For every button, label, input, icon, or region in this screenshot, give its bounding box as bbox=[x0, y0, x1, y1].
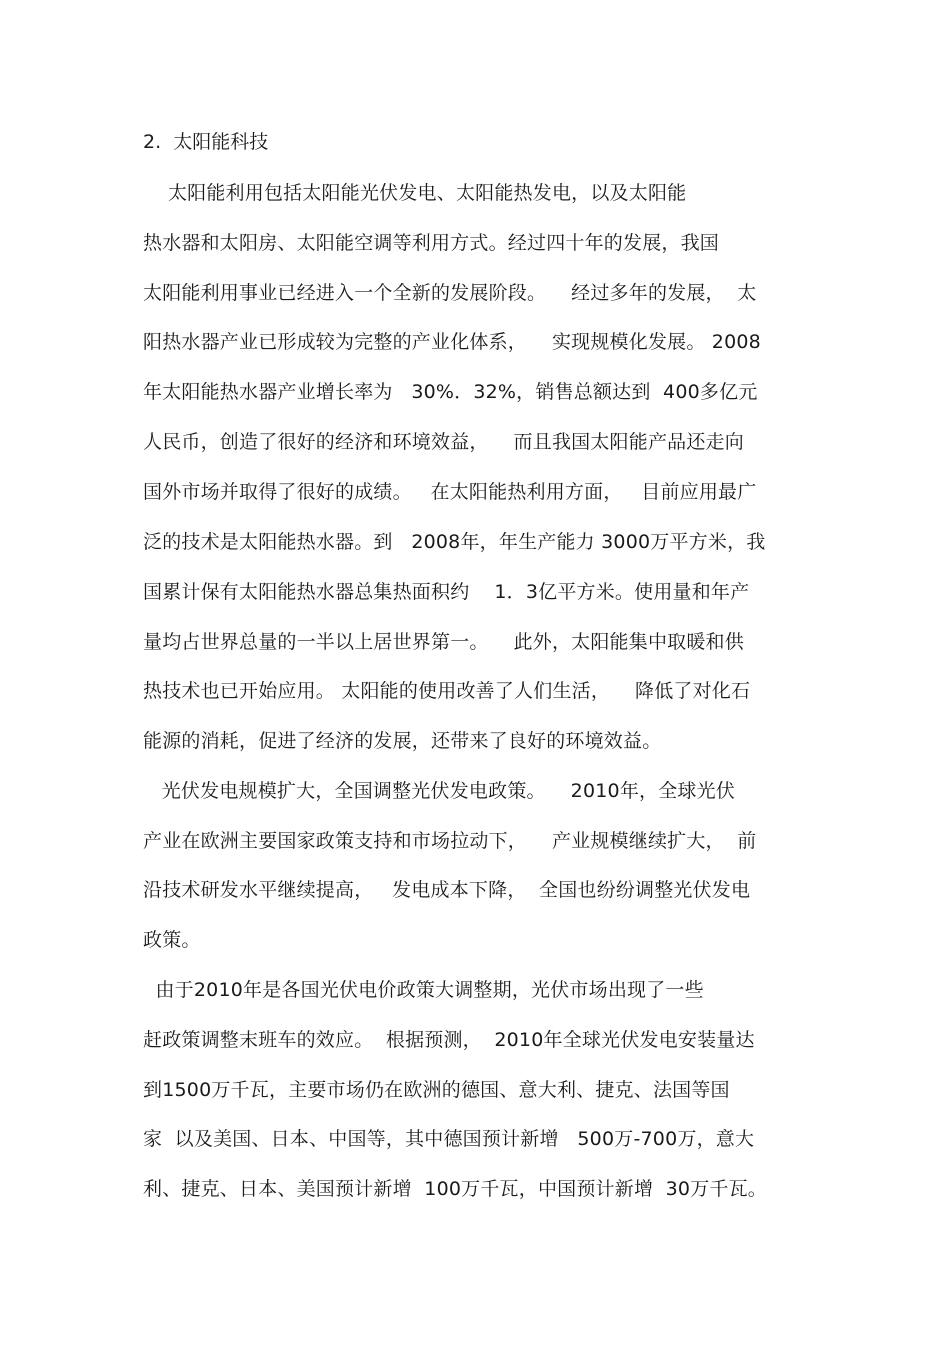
paragraph-1-line-6: 人民币，创造了很好的经济和环境效益， 而且我国太阳能产品还走向 bbox=[143, 431, 744, 453]
section-heading: 2. 太阳能科技 bbox=[143, 131, 269, 153]
paragraph-1-line-12: 能源的消耗，促进了经济的发展，还带来了良好的环境效益。 bbox=[143, 730, 662, 752]
paragraph-1-line-5: 年太阳能热水器产业增长率为 30%．32%，销售总额达到 400多亿元 bbox=[143, 381, 758, 403]
paragraph-3-line-1: 由于2010年是各国光伏电价政策大调整期，光伏市场出现了一些 bbox=[143, 979, 704, 1001]
paragraph-1-line-8: 泛的技术是太阳能热水器。到 2008年，年生产能力 3000万平方米，我 bbox=[143, 531, 766, 553]
paragraph-2-line-4: 政策。 bbox=[143, 929, 201, 951]
paragraph-3-line-5: 利、捷克、日本、美国预计新增 100万千瓦，中国预计新增 30万千瓦。 bbox=[143, 1178, 768, 1200]
paragraph-1-line-9: 国累计保有太阳能热水器总集热面积约 1．3亿平方米。使用量和年产 bbox=[143, 581, 750, 603]
paragraph-1-line-11: 热技术也已开始应用。 太阳能的使用改善了人们生活， 降低了对化石 bbox=[143, 680, 751, 702]
paragraph-2-line-2: 产业在欧洲主要国家政策支持和市场拉动下， 产业规模继续扩大， 前 bbox=[143, 830, 757, 852]
paragraph-1-line-7: 国外市场并取得了很好的成绩。 在太阳能热利用方面， 目前应用最广 bbox=[143, 481, 757, 503]
paragraph-3-line-3: 到1500万千瓦，主要市场仍在欧洲的德国、意大利、捷克、法国等国 bbox=[143, 1079, 730, 1101]
paragraph-3-line-2: 赶政策调整末班车的效应。 根据预测， 2010年全球光伏发电安装量达 bbox=[143, 1029, 755, 1051]
paragraph-1-line-1: 太阳能利用包括太阳能光伏发电、太阳能热发电，以及太阳能 bbox=[143, 182, 687, 204]
paragraph-3-line-4: 家 以及美国、日本、中国等，其中德国预计新增 500万-700万，意大 bbox=[143, 1128, 755, 1150]
paragraph-1-line-4: 阳热水器产业已形成较为完整的产业化体系， 实现规模化发展。 2008 bbox=[143, 331, 761, 353]
paragraph-1-line-10: 量均占世界总量的一半以上居世界第一。 此外，太阳能集中取暖和供 bbox=[143, 631, 744, 653]
paragraph-2-line-1: 光伏发电规模扩大，全国调整光伏发电政策。 2010年，全球光伏 bbox=[143, 780, 736, 802]
paragraph-2-line-3: 沿技术研发水平继续提高， 发电成本下降， 全国也纷纷调整光伏发电 bbox=[143, 879, 751, 901]
paragraph-1-line-3: 太阳能利用事业已经进入一个全新的发展阶段。 经过多年的发展， 太 bbox=[143, 282, 757, 304]
paragraph-1-line-2: 热水器和太阳房、太阳能空调等利用方式。经过四十年的发展，我国 bbox=[143, 232, 720, 254]
